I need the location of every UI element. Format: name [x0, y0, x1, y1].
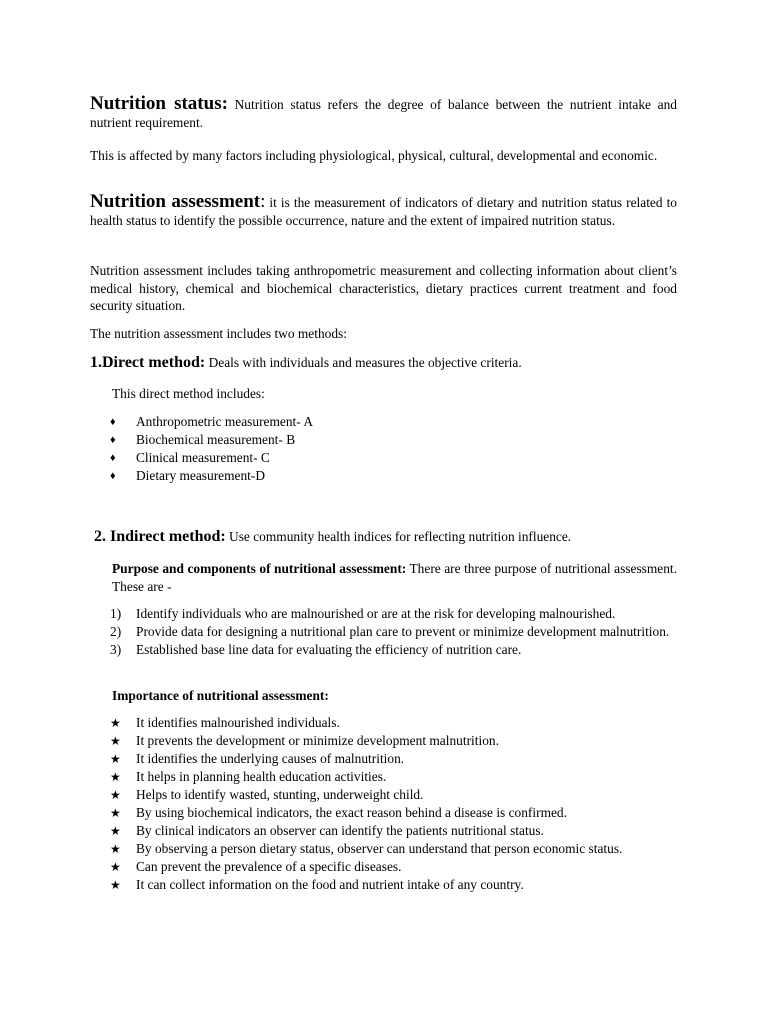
purpose-list [110, 605, 677, 659]
direct-method-text: Deals with individuals and measures the objective criteria. [205, 355, 522, 370]
indirect-method-heading: 2. Indirect method: [94, 528, 226, 545]
list-item [110, 714, 677, 732]
indirect-method-paragraph [94, 528, 681, 546]
bullet-icon: ★ [110, 806, 121, 820]
list-item-text: Can prevent the prevalence of a specific diseases. [136, 859, 402, 874]
list-item-text: Established base line data for evaluating the efficiency of nutrition care. [136, 642, 522, 657]
bullet-icon: ★ [110, 878, 121, 892]
list-item-text: It prevents the development or minimize development malnutrition. [136, 733, 499, 748]
direct-method-list [110, 413, 670, 485]
list-item [110, 732, 677, 750]
purpose-paragraph [112, 560, 677, 595]
nutrition-assessment-colon: : [260, 191, 266, 212]
bullet-icon: ★ [110, 860, 121, 874]
bullet-icon: ★ [110, 842, 121, 856]
list-item [110, 876, 677, 894]
bullet-icon: ★ [110, 770, 121, 784]
importance-list [110, 714, 677, 894]
bullet-icon: ♦ [110, 416, 116, 428]
list-item-text: Provide data for designing a nutritional plan care to prevent or minimize development malnutrition. [136, 624, 670, 639]
list-number: 2) [110, 624, 122, 639]
list-item-text: Clinical measurement- C [136, 450, 270, 465]
list-item [110, 768, 677, 786]
list-item-text: By observing a person dietary status, observer can understand that person economic status. [136, 841, 623, 856]
list-item [110, 605, 677, 623]
nutrition-status-paragraph [90, 95, 677, 131]
list-item [110, 804, 677, 822]
list-item [110, 641, 677, 659]
bullet-icon: ♦ [110, 470, 116, 482]
nutrition-status-heading: Nutrition status: [90, 93, 228, 114]
list-number: 1) [110, 606, 122, 621]
purpose-heading: Purpose and components of nutritional assessment: [112, 561, 407, 576]
list-item [110, 449, 670, 467]
bullet-icon: ★ [110, 734, 121, 748]
list-item [110, 840, 677, 858]
list-item [110, 413, 670, 431]
bullet-icon: ♦ [110, 434, 116, 446]
list-item [110, 431, 670, 449]
purpose-text: There are three purpose of nutritional assessment. These are - [112, 561, 677, 594]
list-item [110, 467, 670, 485]
direct-method-intro: This direct method includes: [112, 386, 265, 401]
list-item-text: It identifies malnourished individuals. [136, 715, 340, 730]
list-item [110, 623, 677, 641]
direct-method-heading: 1.Direct method: [90, 354, 206, 371]
list-item-text: Biochemical measurement- B [136, 432, 296, 447]
list-item-text: By clinical indicators an observer can identify the patients nutritional status. [136, 823, 544, 838]
nutrition-assessment-heading: Nutrition assessment [90, 191, 261, 212]
importance-heading: Importance of nutritional assessment: [112, 688, 329, 703]
direct-method-paragraph [90, 354, 677, 372]
list-item-text: By using biochemical indicators, the exact reason behind a disease is confirmed. [136, 805, 567, 820]
includes-paragraph: Nutrition assessment includes taking anthropometric measurement and collecting information about client’s medical history, chemical and biochemical characteristics, dietary practices current treatment and food security situation. [90, 263, 677, 313]
bullet-icon: ★ [110, 752, 121, 766]
indirect-method-text: Use community health indices for reflecting nutrition influence. [225, 529, 572, 544]
list-item-text: Identify individuals who are malnourished or are at the risk for developing malnourished. [136, 606, 616, 621]
nutrition-status-text: Nutrition status refers the degree of balance between the nutrient intake and nutrient requirement. [90, 97, 678, 130]
two-methods-paragraph: The nutrition assessment includes two methods: [90, 326, 347, 341]
bullet-icon: ♦ [110, 452, 116, 464]
list-number: 3) [110, 642, 122, 657]
bullet-icon: ★ [110, 788, 121, 802]
list-item-text: Helps to identify wasted, stunting, underweight child. [136, 787, 424, 802]
list-item-text: It can collect information on the food and nutrient intake of any country. [136, 877, 524, 892]
list-item [110, 786, 677, 804]
list-item-text: It identifies the underlying causes of malnutrition. [136, 751, 405, 766]
list-item-text: It helps in planning health education activities. [136, 769, 387, 784]
list-item [110, 858, 677, 876]
bullet-icon: ★ [110, 716, 121, 730]
list-item-text: Dietary measurement-D [136, 468, 266, 483]
bullet-icon: ★ [110, 824, 121, 838]
list-item [110, 822, 677, 840]
factors-paragraph: This is affected by many factors including physiological, physical, cultural, developmental and economic. [90, 148, 658, 163]
nutrition-assessment-paragraph [90, 193, 677, 229]
list-item-text: Anthropometric measurement- A [136, 414, 314, 429]
list-item [110, 750, 677, 768]
nutrition-assessment-text: it is the measurement of indicators of dietary and nutrition status related to health status to identify the possible occurrence, nature and the extent of impaired nutrition status. [90, 195, 677, 228]
